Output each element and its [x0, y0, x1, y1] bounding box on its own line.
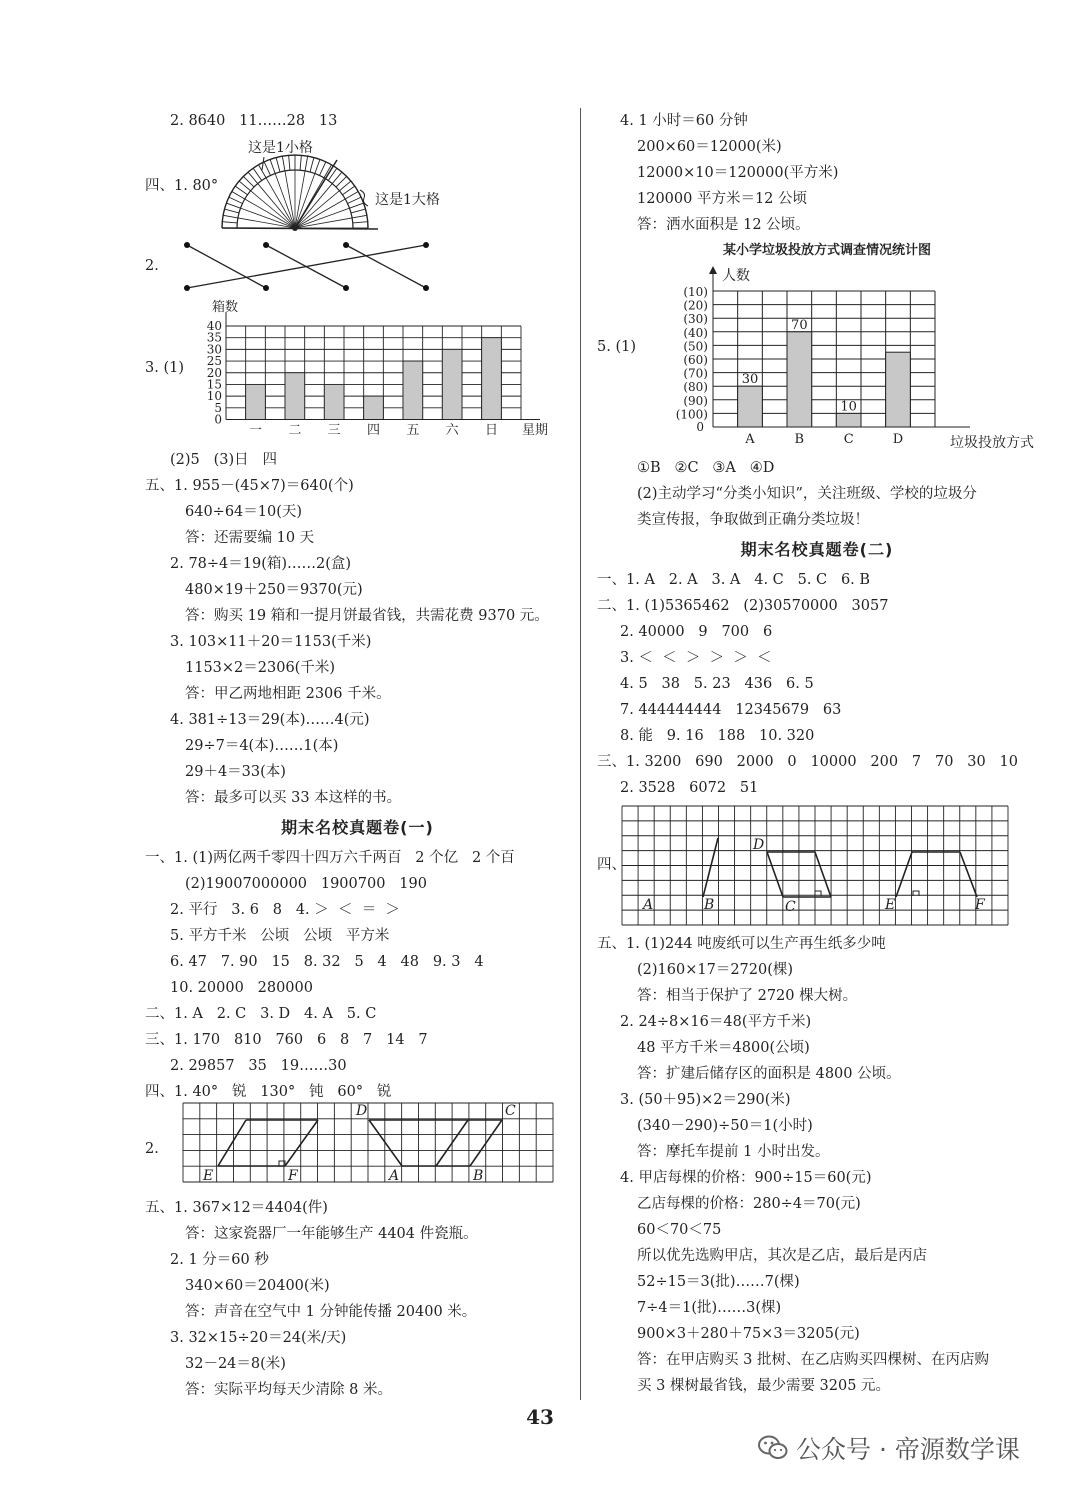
- answer-line: (2)5 (3)日 四: [170, 452, 277, 468]
- point-label: D: [356, 1103, 368, 1119]
- answer-line: 答：还需要编 10 天: [185, 530, 315, 546]
- point-label: C: [505, 1103, 516, 1119]
- y-tick-label: (70): [683, 366, 708, 381]
- matching-line: [187, 245, 426, 288]
- matching-line: [346, 245, 426, 288]
- answer-line: 买 3 棵树最省钱，最少需要 3205 元。: [637, 1378, 891, 1394]
- answer-line: 340×60＝20400(米): [185, 1278, 330, 1294]
- matching-drawing: [145, 238, 146, 239]
- answer-line: 答：扩建后储存区的面积是 4800 公顷。: [637, 1066, 901, 1082]
- answer-line: 2. 29857 35 19……30: [170, 1058, 347, 1074]
- answer-line: 答：洒水面积是 12 公顷。: [637, 217, 810, 233]
- protractor-tick: [243, 176, 254, 187]
- answer-line: 4. 1 小时＝60 分钟: [620, 113, 748, 129]
- answer-line: (2)19007000000 1900700 190: [185, 876, 427, 892]
- x-tick-label: 四: [366, 423, 381, 438]
- protractor-baseline: [222, 228, 378, 229]
- bar-D: [886, 352, 911, 427]
- answer-line: 3. ＜ ＜ ＞ ＞ ＞ ＜: [620, 650, 772, 666]
- bar-五: [403, 361, 423, 419]
- protractor-tick: [348, 197, 362, 203]
- answer-line: 4. 381÷13＝29(本)……4(元): [170, 712, 370, 728]
- y-tick-label: (50): [683, 339, 708, 354]
- y-axis-label: 箱数: [212, 300, 239, 315]
- point-label: D: [753, 837, 765, 853]
- answer-line: 2. 40000 9 700 6: [620, 624, 773, 640]
- point-label: C: [785, 899, 796, 915]
- y-tick-label: (80): [683, 380, 708, 395]
- bar-四: [364, 396, 384, 419]
- protractor-tick: [222, 222, 237, 223]
- point-label: A: [643, 897, 654, 913]
- watermark-text: 公众号 · 帝源数学课: [796, 1435, 1020, 1464]
- answer-line: 48 平方千米＝4800(公顷): [637, 1040, 810, 1056]
- protractor-tick: [332, 172, 342, 183]
- page-number: 43: [526, 1405, 554, 1429]
- protractor-tick: [226, 203, 240, 208]
- large-division-label: 这是1大格: [375, 192, 440, 208]
- matching-figure: [145, 238, 570, 296]
- answer-line: 四、1. 40° 锐 130° 钝 60° 锐: [145, 1084, 392, 1100]
- answer-line: 52÷15＝3(批)……7(棵): [637, 1274, 800, 1290]
- y-tick-label: 5: [214, 400, 222, 415]
- x-tick-label: 五: [406, 423, 420, 438]
- answer-line: 答：在甲店购买 3 批树、在乙店购买四棵树、在丙店购: [637, 1352, 989, 1368]
- point-label: B: [473, 1168, 484, 1184]
- answer-line: 答：这家瓷器厂一年能够生产 4404 件瓷瓶。: [185, 1226, 478, 1242]
- matching-dot: [184, 242, 190, 248]
- y-tick-label: 25: [206, 354, 222, 369]
- watermark: [758, 1430, 1020, 1466]
- protractor-tick: [232, 192, 245, 200]
- answer-line: 900×3＋280＋75×3＝3205(元): [637, 1326, 860, 1342]
- answer-line: 答：购买 19 箱和一提月饼最省钱，共需花费 9370 元。: [185, 608, 549, 624]
- protractor-tick: [320, 162, 326, 176]
- answer-line: 五、1. 955－(45×7)＝640(个): [145, 478, 354, 494]
- grid1-drawing: [145, 1103, 516, 1184]
- y-tick-label: 0: [214, 412, 222, 427]
- answer-line: 6. 47 7. 90 15 8. 32 5 4 48 9. 3 4: [170, 954, 484, 970]
- y-tick-label: (10): [683, 285, 708, 299]
- bar-value-label: 30: [741, 372, 759, 388]
- answer-line: 2. 8640 11……28 13: [170, 113, 338, 129]
- protractor-tick: [282, 156, 285, 171]
- x-tick-label: 六: [445, 423, 459, 438]
- y-tick-label: 30: [206, 342, 222, 357]
- point-label: A: [389, 1168, 400, 1184]
- bar-六: [442, 349, 462, 419]
- answer-line: (2)160×17＝2720(棵): [637, 962, 794, 978]
- answer-line: ①B ②C ③A ④D: [637, 460, 775, 476]
- protractor-tick: [351, 209, 365, 213]
- protractor-tick: [270, 159, 275, 173]
- answer-line: 2. 24÷8×16＝48(平方千米): [620, 1014, 812, 1030]
- answer-line: 3. (50＋95)×2＝290(米): [620, 1092, 791, 1108]
- grid1-figure: [145, 1105, 570, 1195]
- section-title: 期末名校真题卷(二): [740, 540, 894, 559]
- answer-line: 60＜70＜75: [637, 1222, 722, 1238]
- bar-value-label: 10: [840, 399, 857, 415]
- answer-line: 答：最多可以买 33 本这样的书。: [185, 790, 402, 806]
- matching-dot: [343, 285, 349, 291]
- point-label: F: [975, 897, 985, 913]
- answer-line: 答：实际平均每天少清除 8 米。: [185, 1382, 392, 1398]
- grid2-figure: [597, 801, 1037, 931]
- bar-日: [482, 338, 502, 420]
- answer-line: 答：声音在空气中 1 分钟能传播 20400 米。: [185, 1304, 477, 1320]
- matching-dot: [423, 285, 429, 291]
- bar-A: [738, 386, 763, 427]
- answer-line: 2. 3528 6072 51: [620, 780, 759, 796]
- bar-一: [246, 384, 266, 419]
- answer-line: 480×19＋250＝9370(元): [185, 582, 363, 598]
- y-tick-label: (60): [683, 353, 708, 367]
- point-label: B: [704, 897, 715, 913]
- answer-line: (340－290)÷50＝1(小时): [637, 1118, 813, 1134]
- y-axis-arrow: [709, 266, 717, 274]
- grid2-drawing: [597, 801, 985, 915]
- answer-line: 4. 甲店每棵的价格：900÷15＝60(元): [620, 1170, 872, 1186]
- answer-line: 3. 32×15÷20＝24(米/天): [170, 1330, 347, 1346]
- bar-C: [836, 413, 861, 427]
- answer-line: 32－24＝8(米): [185, 1356, 286, 1372]
- question-number: 3. (1): [145, 360, 184, 376]
- small-division-label: 这是1小格: [248, 140, 313, 156]
- y-tick-label: (100): [675, 407, 708, 422]
- chart-title: 某小学垃圾投放方式调查情况统计图: [722, 243, 931, 258]
- x-tick-label: 二: [288, 423, 302, 438]
- drawn-shape-edge: [218, 1120, 246, 1166]
- answer-line: 2. 78÷4＝19(箱)……2(盒): [170, 556, 352, 572]
- barchart2-figure: [597, 263, 1037, 455]
- y-tick-label: 0: [696, 420, 704, 434]
- protractor-tick: [289, 155, 290, 170]
- protractor-tick: [229, 197, 243, 203]
- y-tick-label: (40): [683, 325, 708, 340]
- answer-line: 答：甲乙两地相距 2306 千米。: [185, 686, 391, 702]
- answer-line: 答：相当于保护了 2720 棵大树。: [637, 988, 858, 1004]
- answer-line: 200×60＝12000(米): [637, 139, 782, 155]
- protractor-tick: [328, 168, 337, 180]
- drawn-shape-edge: [815, 852, 831, 897]
- x-tick-label: 一: [248, 423, 263, 438]
- answer-line: 所以优先选购甲店，其次是乙店，最后是丙店: [637, 1248, 927, 1264]
- answer-line: (2)主动学习“分类小知识”，关注班级、学校的垃圾分: [637, 486, 977, 502]
- answer-line: 7. 444444444 12345679 63: [620, 702, 842, 718]
- drawn-shape-edge: [369, 1120, 402, 1166]
- x-tick-label: D: [892, 432, 904, 447]
- drawn-shape-edge: [285, 1120, 318, 1166]
- answer-line: 7÷4＝1(批)……3(棵): [637, 1300, 782, 1316]
- wechat-icon: [758, 1435, 788, 1461]
- x-tick-label: 日: [484, 423, 499, 438]
- bar-三: [324, 384, 344, 419]
- answer-line: 120000 平方米＝12 公顷: [637, 191, 808, 207]
- y-tick-label: (30): [683, 312, 708, 327]
- answer-line: 29÷7＝4(本)……1(本): [185, 738, 339, 754]
- matching-dot: [263, 285, 269, 291]
- protractor-tick: [235, 186, 247, 195]
- bar-二: [285, 373, 305, 420]
- matching-dot: [423, 242, 429, 248]
- protractor-tick: [223, 215, 238, 218]
- protractor-tick: [345, 192, 358, 200]
- answer-line: 答：摩托车提前 1 小时出发。: [637, 1144, 830, 1160]
- left-column: [145, 108, 570, 1403]
- x-tick-label: B: [794, 432, 805, 447]
- answer-line: 三、1. 3200 690 2000 0 10000 200 7 70 30 10: [597, 754, 1018, 770]
- answer-line: 4. 5 38 5. 23 436 6. 5: [620, 676, 814, 692]
- protractor-tick: [248, 172, 258, 183]
- barchart-figure: [145, 296, 570, 447]
- answer-line: 三、1. 170 810 760 6 8 7 14 7: [145, 1032, 428, 1048]
- y-tick-label: 35: [206, 330, 222, 345]
- protractor-tick: [339, 181, 350, 191]
- right-column: [597, 108, 1037, 1399]
- answer-line: 2. 1 分＝60 秒: [170, 1252, 269, 1268]
- answer-line: 12000×10＝120000(平方米): [637, 165, 839, 181]
- y-axis-label: 人数: [722, 268, 750, 284]
- question-number: 四、1. 80°: [145, 178, 219, 194]
- point-label: E: [885, 897, 896, 913]
- drawn-shape-edge: [960, 852, 977, 897]
- answer-line: 29＋4＝33(本): [185, 764, 286, 780]
- point-label: E: [203, 1168, 214, 1184]
- question-number: 2.: [145, 258, 159, 274]
- x-tick-label: A: [745, 432, 755, 447]
- column-divider: [580, 108, 581, 1400]
- answer-line: 8. 能 9. 16 188 10. 320: [620, 728, 815, 744]
- drawn-shape-edge: [896, 852, 912, 897]
- x-tick-label: C: [843, 432, 854, 447]
- answer-line: 640÷64＝10(天): [185, 504, 303, 520]
- drawn-shape-edge: [703, 838, 718, 897]
- protractor-tick: [343, 186, 355, 195]
- protractor-tick: [305, 156, 308, 171]
- answer-line: 二、1. (1)5365462 (2)30570000 3057: [597, 598, 889, 614]
- bar-B: [787, 332, 812, 427]
- matching-dot: [263, 242, 269, 248]
- small-division-arrow: [262, 157, 264, 170]
- protractor-center: [292, 225, 298, 231]
- protractor-figure: [145, 134, 570, 238]
- point-label: F: [288, 1168, 298, 1184]
- x-axis-label: 星期: [522, 423, 549, 438]
- protractor-tick: [300, 155, 301, 170]
- question-number: 5. (1): [597, 339, 636, 355]
- answer-line: 类宣传报，争取做到正确分类垃圾！: [637, 512, 869, 528]
- matching-dot: [184, 285, 190, 291]
- y-tick-label: 10: [206, 389, 222, 404]
- protractor-figure: [222, 139, 440, 231]
- answer-line: 2. 平行 3. 6 8 4. ＞ ＜ ＝ ＞: [170, 902, 400, 918]
- answer-line: 5. 平方千米 公顷 公顷 平方米: [170, 928, 390, 944]
- answer-line: 五、1. 367×12＝4404(件): [145, 1200, 328, 1216]
- protractor-tick: [315, 159, 320, 173]
- matching-dot: [343, 242, 349, 248]
- answer-line: 二、1. A 2. C 3. D 4. A 5. C: [145, 1006, 377, 1022]
- drawn-shape-edge: [767, 852, 783, 897]
- x-tick-label: 三: [327, 423, 341, 438]
- y-tick-label: 40: [206, 319, 222, 333]
- protractor-tick: [353, 222, 368, 223]
- y-tick-label: (90): [683, 393, 708, 408]
- protractor-tick: [276, 157, 280, 171]
- answer-line: 乙店每棵的价格：280÷4＝70(元): [637, 1196, 861, 1212]
- answer-line: 一、1. (1)两亿两千零四十四万六千两百 2 个亿 2 个百: [145, 850, 515, 866]
- section-title: 期末名校真题卷(一): [281, 818, 434, 837]
- protractor-tick: [239, 181, 250, 191]
- x-axis-label: 垃圾投放方式: [950, 435, 1034, 451]
- y-tick-label: 20: [206, 365, 222, 380]
- answer-line: 五、1. (1)244 吨废纸可以生产再生纸多少吨: [597, 936, 886, 952]
- answer-line: 3. 103×11＋20＝1153(千米): [170, 634, 372, 650]
- protractor-tick: [336, 176, 347, 187]
- protractor-tick: [224, 209, 238, 213]
- protractor-tick: [264, 162, 270, 176]
- answer-line: 1153×2＝2306(千米): [185, 660, 335, 676]
- question-number: 四、: [597, 857, 626, 873]
- protractor-tick: [253, 168, 262, 180]
- answer-line: 一、1. A 2. A 3. A 4. C 5. C 6. B: [597, 572, 871, 588]
- protractor-tick: [350, 203, 364, 208]
- bar-value-label: 70: [791, 317, 808, 333]
- answer-line: 10. 20000 280000: [170, 980, 313, 996]
- y-tick-label: 15: [206, 377, 222, 392]
- y-tick-label: (20): [683, 298, 708, 313]
- question-number: 2.: [145, 1141, 159, 1157]
- protractor-tick: [352, 215, 367, 218]
- protractor-tick: [310, 157, 314, 171]
